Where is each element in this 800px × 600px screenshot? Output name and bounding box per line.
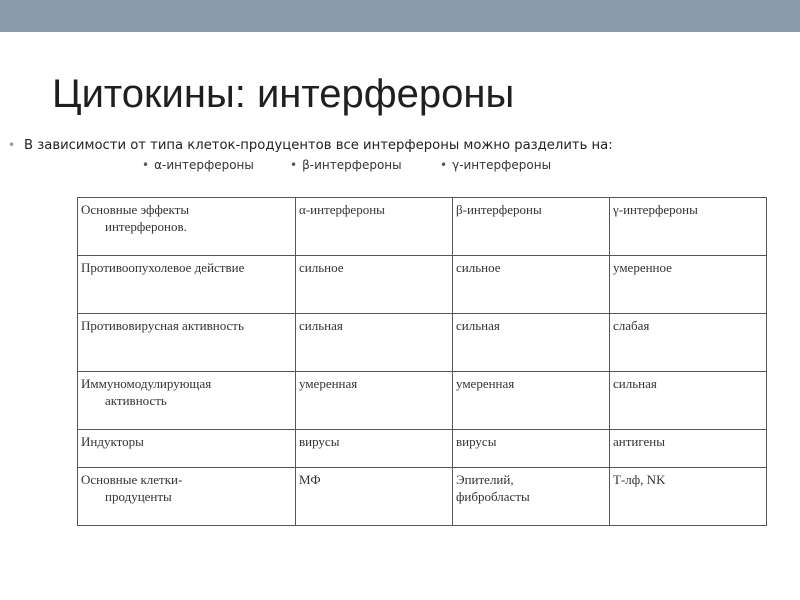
interferon-effects-table (77, 197, 767, 526)
table-header-cell (453, 198, 610, 256)
table-cell (78, 256, 296, 314)
table-cell (453, 314, 610, 372)
alpha-value: сильное (299, 260, 344, 275)
table-cell (78, 372, 296, 430)
gamma-value: сильная (613, 376, 657, 391)
beta-value: сильное (456, 260, 501, 275)
table-cell (296, 314, 453, 372)
table-header-cell (610, 198, 767, 256)
beta-value: Эпителий, фибробласты (456, 472, 530, 504)
effect-label: Иммуномодулирующая активность (81, 376, 212, 408)
effect-label: Противовирусная активность (81, 318, 244, 333)
table-cell (453, 468, 610, 526)
table-cell (296, 430, 453, 468)
beta-value: умеренная (456, 376, 515, 391)
bullet-icon: • (440, 158, 448, 172)
bullet-icon: • (142, 158, 150, 172)
beta-value: вирусы (456, 434, 497, 449)
table-cell (610, 314, 767, 372)
top-accent-bar (0, 0, 800, 32)
table-cell (296, 372, 453, 430)
alpha-value: умеренная (299, 376, 358, 391)
interferon-types-list (142, 157, 580, 173)
gamma-value: антигены (613, 434, 665, 449)
gamma-value: Т-лф, NK (613, 472, 666, 487)
table-cell (610, 468, 767, 526)
table-cell (296, 468, 453, 526)
effect-label: Индукторы (81, 434, 144, 449)
slide-title: Цитокины: интерфероны (52, 72, 515, 116)
intro-paragraph (8, 136, 613, 155)
bullet-icon: • (290, 158, 298, 172)
table-cell (610, 372, 767, 430)
header-effects-label: Основные эффекты интерферонов. (81, 202, 190, 234)
table-row (78, 468, 767, 526)
table-row (78, 314, 767, 372)
table-row (78, 372, 767, 430)
table-header-cell (296, 198, 453, 256)
table-cell (78, 314, 296, 372)
table-cell (296, 256, 453, 314)
table-cell (610, 430, 767, 468)
gamma-value: умеренное (613, 260, 672, 275)
table-cell (453, 372, 610, 430)
subtype-item-beta (290, 157, 440, 173)
header-gamma-label: γ-интерфероны (613, 202, 698, 217)
table-cell (453, 430, 610, 468)
intro-text: В зависимости от типа клеток-продуцентов все интерфероны можно разделить на: (24, 138, 613, 153)
bullet-icon: • (8, 138, 16, 152)
effect-label: Противоопухолевое действие (81, 260, 245, 275)
subtype-item-gamma (440, 157, 580, 173)
header-alpha-label: α-интерфероны (299, 202, 385, 217)
table-cell (78, 468, 296, 526)
subtype-label: β-интерфероны (302, 158, 402, 172)
alpha-value: МФ (299, 472, 321, 487)
subtype-label: γ-интерфероны (452, 158, 552, 172)
beta-value: сильная (456, 318, 500, 333)
gamma-value: слабая (613, 318, 650, 333)
subtype-label: α-интерфероны (154, 158, 254, 172)
effect-label: Основные клетки- продуценты (81, 472, 183, 504)
subtype-item-alpha (142, 157, 290, 173)
table-header-cell (78, 198, 296, 256)
header-beta-label: β-интерфероны (456, 202, 542, 217)
table-row (78, 256, 767, 314)
table-cell (610, 256, 767, 314)
table-header-row (78, 198, 767, 256)
alpha-value: вирусы (299, 434, 340, 449)
alpha-value: сильная (299, 318, 343, 333)
table-cell (453, 256, 610, 314)
table-cell (78, 430, 296, 468)
table-row (78, 430, 767, 468)
